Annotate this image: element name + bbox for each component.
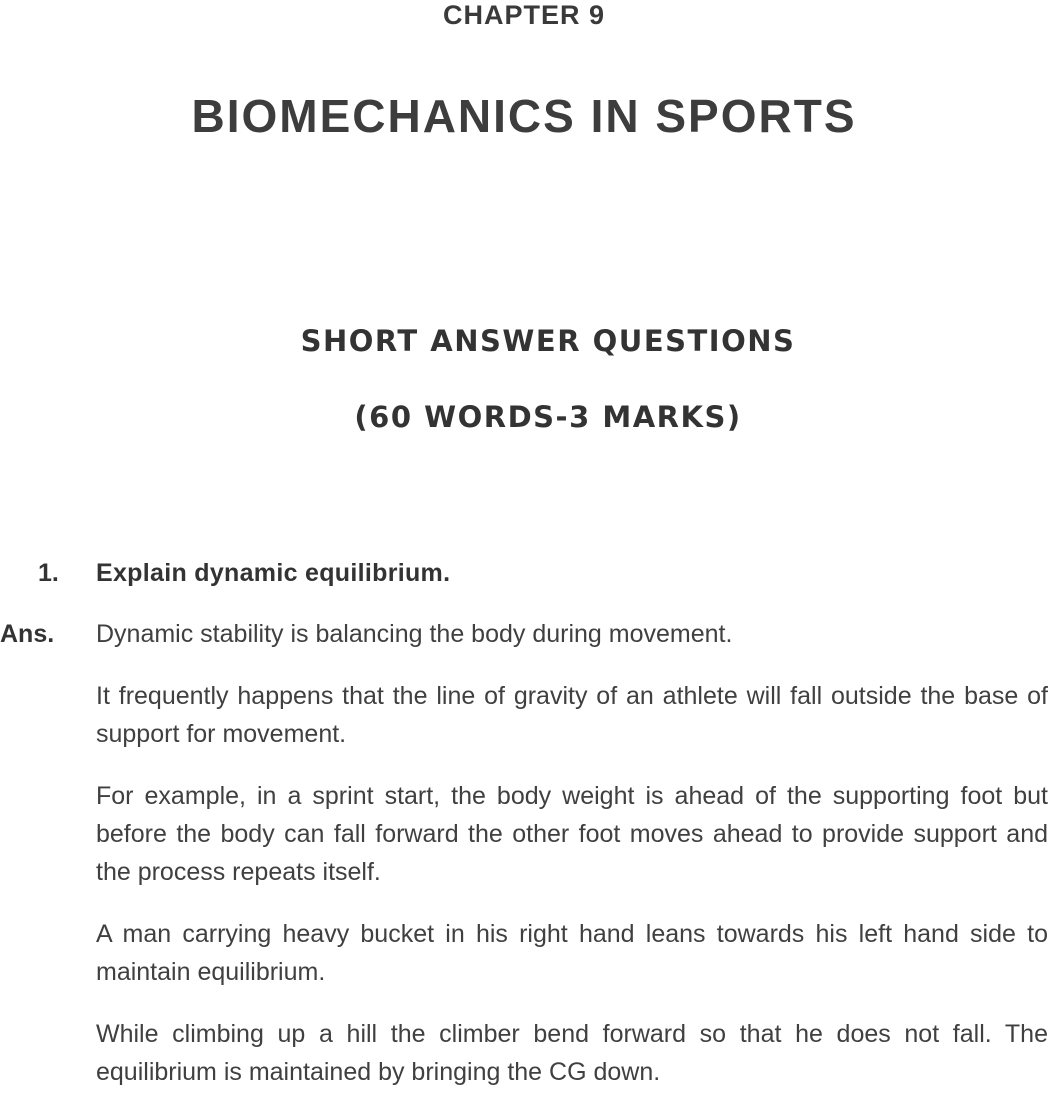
section-subheading: (60 WORDS-3 MARKS) (354, 400, 742, 434)
question-1 (0, 553, 1048, 593)
answer-paragraph: A man carrying heavy bucket in his right hand leans towards his left hand side to maintain equilibrium. (96, 920, 1048, 986)
chapter-label: CHAPTER 9 (442, 0, 606, 30)
answer-paragraph: For example, in a sprint start, the body weight is ahead of the supporting foot but before the body can fall forward the other foot moves ahead to provide support and the process repeats itself. (96, 782, 1048, 886)
chapter-title: BIOMECHANICS IN SPORTS (191, 90, 857, 142)
section-heading: SHORT ANSWER QUESTIONS (300, 324, 796, 358)
answer-paragraph: While climbing up a hill the climber bend forward so that he does not fall. The equilibrium is maintained by bringing the CG down. (96, 1020, 1048, 1086)
answer-paragraph: It frequently happens that the line of gravity of an athlete will fall outside the base of support for movement. (96, 682, 1048, 748)
question-number: 1. (38, 559, 59, 587)
answer-paragraph: Dynamic stability is balancing the body during movement. (96, 620, 733, 648)
answer-label: Ans. (0, 620, 55, 648)
answer-body (96, 615, 1048, 1115)
question-text: Explain dynamic equilibrium. (96, 559, 451, 587)
